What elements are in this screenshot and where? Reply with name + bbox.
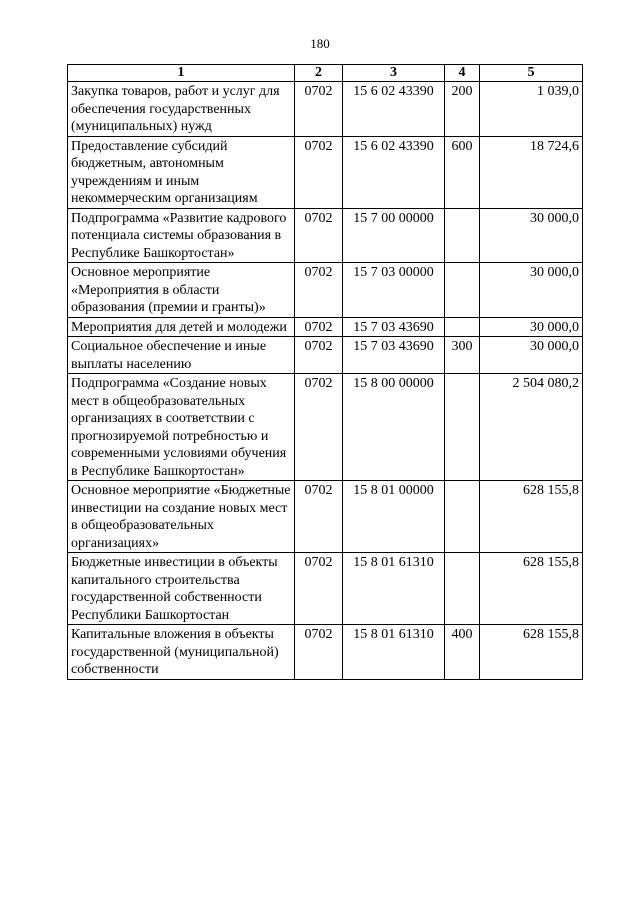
cell-name: Бюджетные инвестиции в объекты капитального строительства государственной собственности Республики Башкортостан (68, 553, 295, 625)
cell-expense-type: 600 (445, 136, 480, 208)
cell-amount: 628 155,8 (480, 553, 583, 625)
cell-target-code: 15 8 00 00000 (343, 374, 445, 481)
cell-name: Капитальные вложения в объекты государственной (муниципальной) собственности (68, 625, 295, 680)
table-row (68, 625, 583, 680)
cell-amount: 628 155,8 (480, 481, 583, 553)
cell-expense-type (445, 317, 480, 337)
cell-name: Основное мероприятие «Бюджетные инвестиции на создание новых мест в общеобразовательных организациях» (68, 481, 295, 553)
cell-expense-type: 200 (445, 82, 480, 137)
page-number: 180 (310, 36, 330, 51)
cell-target-code: 15 8 01 61310 (343, 553, 445, 625)
cell-expense-type (445, 208, 480, 263)
cell-expense-type (445, 374, 480, 481)
cell-target-code: 15 6 02 43390 (343, 82, 445, 137)
table-row (68, 374, 583, 481)
cell-expense-type (445, 263, 480, 318)
table-row (68, 481, 583, 553)
cell-target-code: 15 7 03 43690 (343, 317, 445, 337)
table-row (68, 82, 583, 137)
cell-amount: 2 504 080,2 (480, 374, 583, 481)
cell-expense-type (445, 481, 480, 553)
cell-section: 0702 (295, 481, 343, 553)
budget-table (67, 64, 583, 680)
header-row (68, 65, 583, 82)
cell-target-code: 15 7 03 43690 (343, 337, 445, 374)
table-row (68, 337, 583, 374)
cell-section: 0702 (295, 625, 343, 680)
header-cell-2: 2 (295, 65, 343, 82)
cell-target-code: 15 7 03 00000 (343, 263, 445, 318)
cell-amount: 30 000,0 (480, 208, 583, 263)
header-cell-3: 3 (343, 65, 445, 82)
cell-name: Мероприятия для детей и молодежи (68, 317, 295, 337)
cell-name: Закупка товаров, работ и услуг для обеспечения государственных (муниципальных) нужд (68, 82, 295, 137)
table-row (68, 317, 583, 337)
cell-amount: 30 000,0 (480, 263, 583, 318)
cell-expense-type (445, 553, 480, 625)
cell-expense-type: 300 (445, 337, 480, 374)
cell-target-code: 15 8 01 00000 (343, 481, 445, 553)
header-cell-1: 1 (68, 65, 295, 82)
header-cell-5: 5 (480, 65, 583, 82)
cell-amount: 30 000,0 (480, 337, 583, 374)
cell-amount: 628 155,8 (480, 625, 583, 680)
table-body (68, 82, 583, 680)
table-row (68, 136, 583, 208)
cell-name: Подпрограмма «Создание новых мест в общеобразовательных организациях в соответствии с прогнозируемой потребностью и современными условиями обучения в Республике Башкортостан» (68, 374, 295, 481)
cell-expense-type: 400 (445, 625, 480, 680)
cell-target-code: 15 8 01 61310 (343, 625, 445, 680)
table-row (68, 553, 583, 625)
cell-amount: 18 724,6 (480, 136, 583, 208)
cell-name: Предоставление субсидий бюджетным, автономным учреждениям и иным некоммерческим организациям (68, 136, 295, 208)
cell-section: 0702 (295, 136, 343, 208)
cell-section: 0702 (295, 208, 343, 263)
cell-section: 0702 (295, 263, 343, 318)
table-row (68, 263, 583, 318)
cell-name: Социальное обеспечение и иные выплаты населению (68, 337, 295, 374)
header-cell-4: 4 (445, 65, 480, 82)
cell-section: 0702 (295, 317, 343, 337)
cell-section: 0702 (295, 553, 343, 625)
cell-name: Подпрограмма «Развитие кадрового потенциала системы образования в Республике Башкортостан» (68, 208, 295, 263)
cell-name: Основное мероприятие «Мероприятия в области образования (премии и гранты)» (68, 263, 295, 318)
cell-section: 0702 (295, 82, 343, 137)
cell-section: 0702 (295, 374, 343, 481)
cell-target-code: 15 6 02 43390 (343, 136, 445, 208)
cell-amount: 30 000,0 (480, 317, 583, 337)
table-row (68, 208, 583, 263)
cell-target-code: 15 7 00 00000 (343, 208, 445, 263)
cell-section: 0702 (295, 337, 343, 374)
cell-amount: 1 039,0 (480, 82, 583, 137)
